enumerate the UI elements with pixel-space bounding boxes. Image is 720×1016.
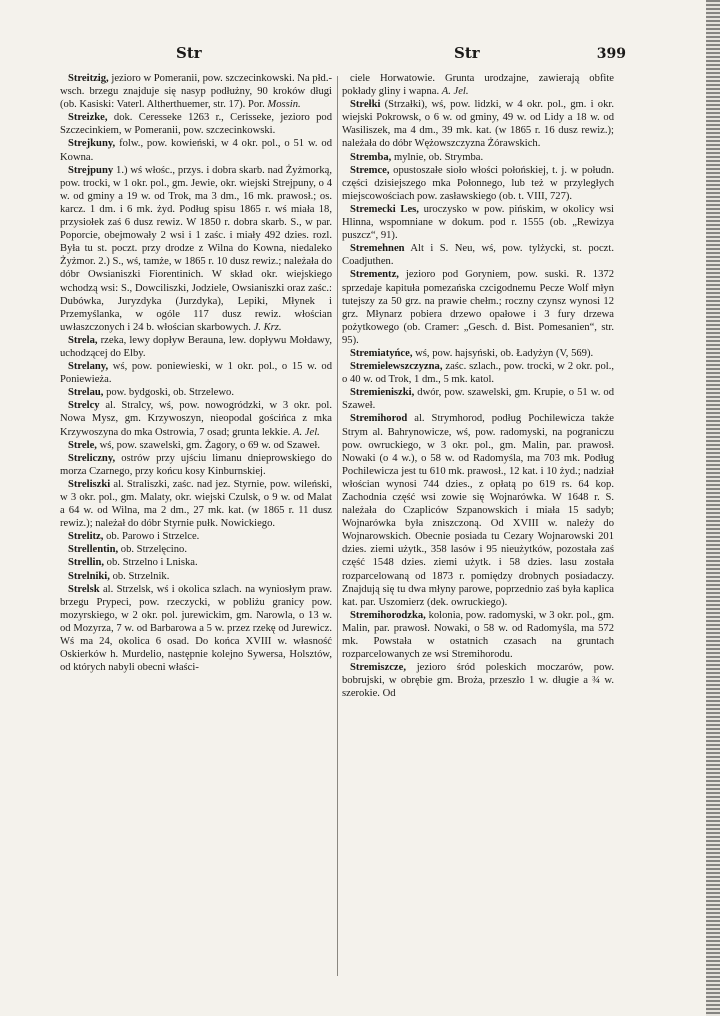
entry-headword: Stremihorodzka, bbox=[350, 609, 426, 621]
entry-headword: Stremiatyńce, bbox=[350, 347, 413, 359]
right-column bbox=[342, 72, 614, 980]
entry-headword: Streliczny, bbox=[68, 452, 116, 464]
running-header bbox=[60, 44, 626, 68]
entry-headword: Strelniki, bbox=[68, 570, 110, 582]
entry-headword: Stremielewszczyzna, bbox=[350, 361, 443, 373]
dictionary-entry bbox=[342, 661, 614, 700]
entry-text: dwór, pow. szawelski, gm. Krupie, o 51 w. od Szaweł. bbox=[342, 387, 614, 412]
header-right-keyword: Str bbox=[454, 44, 480, 62]
entry-text: pow. bydgoski, ob. Strzelewo. bbox=[106, 387, 234, 399]
entry-text: mylnie, ob. Strymba. bbox=[393, 151, 484, 163]
entry-headword: Stremihorod bbox=[350, 413, 408, 425]
entry-headword: Strellin, bbox=[68, 557, 105, 569]
dictionary-entry bbox=[60, 72, 332, 111]
dictionary-entry bbox=[60, 360, 332, 386]
entry-headword: Strellentin, bbox=[68, 544, 119, 556]
entry-text: rzeka, lewy dopływ Berauna, lew. dopływu Mołdawy, uchodzącej do Elby. bbox=[60, 334, 332, 359]
entry-headword: Strelau, bbox=[68, 387, 104, 399]
entry-text: 1.) wś włośc., przys. i dobra skarb. nad Żyżmorką, pow. trocki, w 1 okr. pol., gm. Jewie, okr. wiejski Strejpuny, o 4 w. od gminy a 19 w. od Trok, ma 3 dm., 16 mk. prawosł.; os. karcz. 1 dm. i 6 mk. żyd. Podług spisu 1865 r. wś miała 18, przysiołek zaś 6 dusz rewiz. W 1850 r. dobra skarb. S., w par. Poporcie, obejmowały 2 wsi i 1 zaśc. i miały 492 dzies. rozl. Była tu st. poczt. przy drodze z Wilna do Kowna, niedaleko Żyżmor. 2.) S., wś, tamże, w 1865 r. 10 dusz rewiz.; należała do dóbr Owsianiszki Fiorentinich. W skład okr. wiejskiego wchodzą wsi: S., Dowciliszki, Jodziele, Owsianiszki oraz zaśc.: Dubówka, Juryzdyka (Jurzdyka), Lepiki, Młynek i Przemyślanka, w ogóle 117 dusz rewiz. włościan uwłaszczonych i 24 b. włościan skarbowych. bbox=[60, 164, 332, 333]
dictionary-entry bbox=[342, 151, 614, 164]
dictionary-entry bbox=[342, 609, 614, 661]
entry-text: al. Strymhorod, podług Pochilewicza także Strym al. Bahrynowicze, wś, pow. radomyski, na pograniczu pow. owruckiego, w 3 okr. pol., gm. Malin, par. prawosł. Nowaki (o 4 w.), o 58 w. od Radomyśla, ma 703 mk. Podług Pochilewicza jest tu 610 mk. prawosł., 12 kat. i 10 żyd.; nadział włościan wynosi 744 dzies., z opłatą po 619 rs. 64 kop. Zachodnia część wsi zowie się Wojnarówka. W 1648 r. S. należała do Czapliców Szpanowskich i miała 15 sadyb; Wojnarówka była zniszczoną. Od XVIII w. należy do Wojnarowskich. Obecnie posiada tu Cezary Wojnarowski 201 dzies. ziemi użytk., 358 lasów i 95 nieużytków, pozostała zaś część 1548 dzies. ziemi użytk. i 58 dzies. lasu została rozparcelowaną od 1873 r. pomiędzy drobnych posiadaczy. Znajdują się tu dwa młyny parowe, poprzednio zaś była kaplica kat. par. Uszomierz (dek. owruckiego). bbox=[342, 413, 614, 608]
dictionary-entry bbox=[60, 530, 332, 543]
left-column bbox=[60, 72, 332, 980]
entry-text: wś, pow. szawelski, gm. Żagory, o 69 w. od Szaweł. bbox=[99, 439, 320, 451]
entry-text: opustoszałe sioło włości połońskiej, t. j. w połudn. części dzisiejszego mka Połonnego, lub też w przyległych miejscowościach pow. zasławskiego (ob. t. VIII, 727). bbox=[342, 164, 614, 202]
entry-headword: Stremba, bbox=[350, 151, 392, 163]
page-number: 399 bbox=[596, 46, 626, 62]
dictionary-entry bbox=[60, 164, 332, 334]
entry-headword: Strementz, bbox=[350, 269, 399, 281]
entry-text: kolonia, pow. radomyski, w 3 okr. pol., gm. Malin, par. prawosł. Nowaki, o 58 w. od Radomyśla, ma 572 mk. Powstała w ostatnich czasach na gruntach rozparcelowanych ze wsi Stremihorodu. bbox=[342, 609, 614, 661]
entry-headword: Strelany, bbox=[68, 361, 109, 373]
entry-text: Alt i S. Neu, wś, pow. tylżycki, st. poczt. Coadjuthen. bbox=[342, 243, 614, 268]
column-divider bbox=[337, 76, 338, 976]
dictionary-entry bbox=[342, 98, 614, 150]
dictionary-entry bbox=[60, 478, 332, 530]
entry-headword: Strele, bbox=[68, 439, 97, 451]
entry-text: ostrów przy ujściu limanu dnieprowskiego do morza Czarnego, przy końcu kosy Kinburnskiej. bbox=[60, 452, 332, 477]
entry-author-signature: Mossin. bbox=[267, 99, 301, 111]
entry-headword: Strelcy bbox=[68, 400, 100, 412]
entry-headword: Strełki bbox=[350, 99, 381, 111]
entry-headword: Streizke, bbox=[68, 112, 108, 124]
entry-text: ob. Strzelęcino. bbox=[120, 544, 187, 556]
dictionary-entry bbox=[342, 386, 614, 412]
dictionary-entry bbox=[342, 412, 614, 608]
entry-text: al. Stralcy, wś, pow. nowogródzki, w 3 okr. pol. Nowa Mysz, gm. Krzywoszyn, nieopodal gościńca z mka Krzywoszyna do mka Ostrowia, 7 osad; grunta lekkie. bbox=[60, 400, 332, 438]
entry-text: wś, pow. poniewieski, w 1 okr. pol., o 15 w. od Poniewieża. bbox=[60, 361, 332, 386]
dictionary-entry bbox=[60, 386, 332, 399]
page-edge-scan-artifact bbox=[706, 0, 720, 1016]
entry-headword: Stremecki Les, bbox=[350, 203, 419, 215]
dictionary-entry bbox=[60, 399, 332, 438]
dictionary-entry bbox=[342, 347, 614, 360]
entry-text: folw., pow. kowieński, w 4 okr. pol., o 51 w. od Kowna. bbox=[60, 138, 332, 163]
dictionary-entry bbox=[342, 360, 614, 386]
entry-text: ob. Strzelnik. bbox=[112, 570, 170, 582]
entry-text: ciele Horwatowie. Grunta urodzajne, zawierają obfite pokłady gliny i wapna. bbox=[342, 73, 614, 98]
entry-headword: Streliszki bbox=[68, 478, 111, 490]
entry-author-signature: A. Jel. bbox=[293, 426, 320, 438]
entry-headword: Streitzig, bbox=[68, 73, 109, 84]
entry-headword: Strela, bbox=[68, 334, 98, 346]
entry-headword: Strejkuny, bbox=[68, 138, 116, 150]
dictionary-entry bbox=[60, 439, 332, 452]
entry-text: al. Straliszki, zaśc. nad jez. Styrnie, pow. wileński, w 3 okr. pol., gm. Malaty, okr. wiejski Czulsk, o 9 w. od Malat a 64 w. od Wilna, ma 2 dm., 27 mk. kat. (w 1865 r. 11 dusz rewiz.); należał do dóbr Styrnie pułk. Nowickiego. bbox=[60, 478, 332, 530]
dictionary-entry bbox=[60, 111, 332, 137]
dictionary-entry bbox=[342, 242, 614, 268]
dictionary-entry bbox=[60, 137, 332, 163]
dictionary-entry bbox=[60, 570, 332, 583]
dictionary-entry bbox=[60, 556, 332, 569]
dictionary-entry bbox=[342, 72, 614, 98]
dictionary-entry bbox=[60, 452, 332, 478]
dictionary-entry bbox=[342, 164, 614, 203]
entry-text: dok. Ceresseke 1263 r., Cerisseke, jezioro pod Szczecinkiem, w Pomeranii, pow. szczecinkowski. bbox=[60, 112, 332, 137]
dictionary-entry bbox=[60, 334, 332, 360]
dictionary-entry bbox=[60, 543, 332, 556]
entry-headword: Strejpuny bbox=[68, 164, 114, 176]
entry-headword: Stremehnen bbox=[350, 243, 405, 255]
dictionary-entry bbox=[60, 583, 332, 675]
entry-headword: Stremieniszki, bbox=[350, 387, 415, 399]
entry-text: wś, pow. hajsyński, ob. Ładyżyn (V, 569). bbox=[415, 347, 594, 359]
entry-text: ob. Parowo i Strzelce. bbox=[106, 531, 200, 543]
dictionary-entry bbox=[342, 268, 614, 347]
entry-text: al. Strzelsk, wś i okolica szlach. na wyniosłym praw. brzegu Prypeci, pow. rzeczycki, w pobliżu granicy pow. mozyrskiego, w 2 okr. pol. jurewickim, gm. Narowla, o 13 w. od Mozyrza, 7 w. od Barbarowa a 5 w. przez rzekę od Jurewicz. Wś ma 24, okolica 6 osad. Do końca XVIII w. własność Oskierków h. Murdelio, następnie kolejno Sywersa, Holsztów, od których nabyli obecni właści- bbox=[60, 583, 332, 674]
entry-headword: Stremiszcze, bbox=[350, 662, 406, 674]
entry-text: jezioro śród poleskich moczarów, pow. bobrujski, w obrębie gm. Broża, przeszło 1 w. długie a ¾ w. szerokie. Od bbox=[342, 662, 614, 700]
entry-text: jezioro w Pomeranii, pow. szczecinkowski. Na płd.-wsch. brzegu znajduje się nasyp podłużny, 90 kroków długi (ob. Kasiski: Vaterl. Altherthuemer, str. 17). Por. bbox=[60, 73, 332, 111]
entry-headword: Strelsk bbox=[68, 583, 100, 595]
entry-author-signature: J. Krz. bbox=[253, 321, 282, 333]
entry-text: jezioro pod Goryniem, pow. suski. R. 1372 sprzedaje kapituła pomezańska czcigodnemu Pecze Wolf młyn tutejszy za 50 grz. na prawie chełm.; roczny czynsz wynosi 12 grz. Młynarz pobiera drzewo opałowe i 3 fury drzewa pożytkowego (ob. Cramer: „Gesch. d. Bist. Pomesanien“, str. 95). bbox=[342, 269, 614, 346]
entry-headword: Stremce, bbox=[350, 164, 390, 176]
entry-text: (Strzałki), wś, pow. lidzki, w 4 okr. pol., gm. i okr. wiejski Pokrowsk, o 6 w. od gminy, 49 w. od Lidy a 18 w. od Wasiliszek, ma 4 dm., 39 mk. kat. (w 1865 r. 16 dusz rewiz.); należała do dóbr Wężowszczyzna Żórawskich. bbox=[342, 99, 614, 150]
dictionary-entry bbox=[342, 203, 614, 242]
entry-headword: Strelitz, bbox=[68, 531, 104, 543]
entry-text: uroczysko w pow. pińskim, w okolicy wsi Hlinna, wspomniane w dokum. pod r. 1555 (ob. „Rewizya puszcz“, 91). bbox=[342, 203, 614, 242]
entry-text: zaśc. szlach., pow. trocki, w 2 okr. pol., o 40 w. od Trok, 1 dm., 5 mk. katol. bbox=[342, 361, 614, 386]
header-left-keyword: Str bbox=[176, 44, 202, 62]
entry-author-signature: A. Jel. bbox=[441, 86, 469, 98]
entry-text: ob. Strzelno i Lniska. bbox=[106, 557, 198, 569]
